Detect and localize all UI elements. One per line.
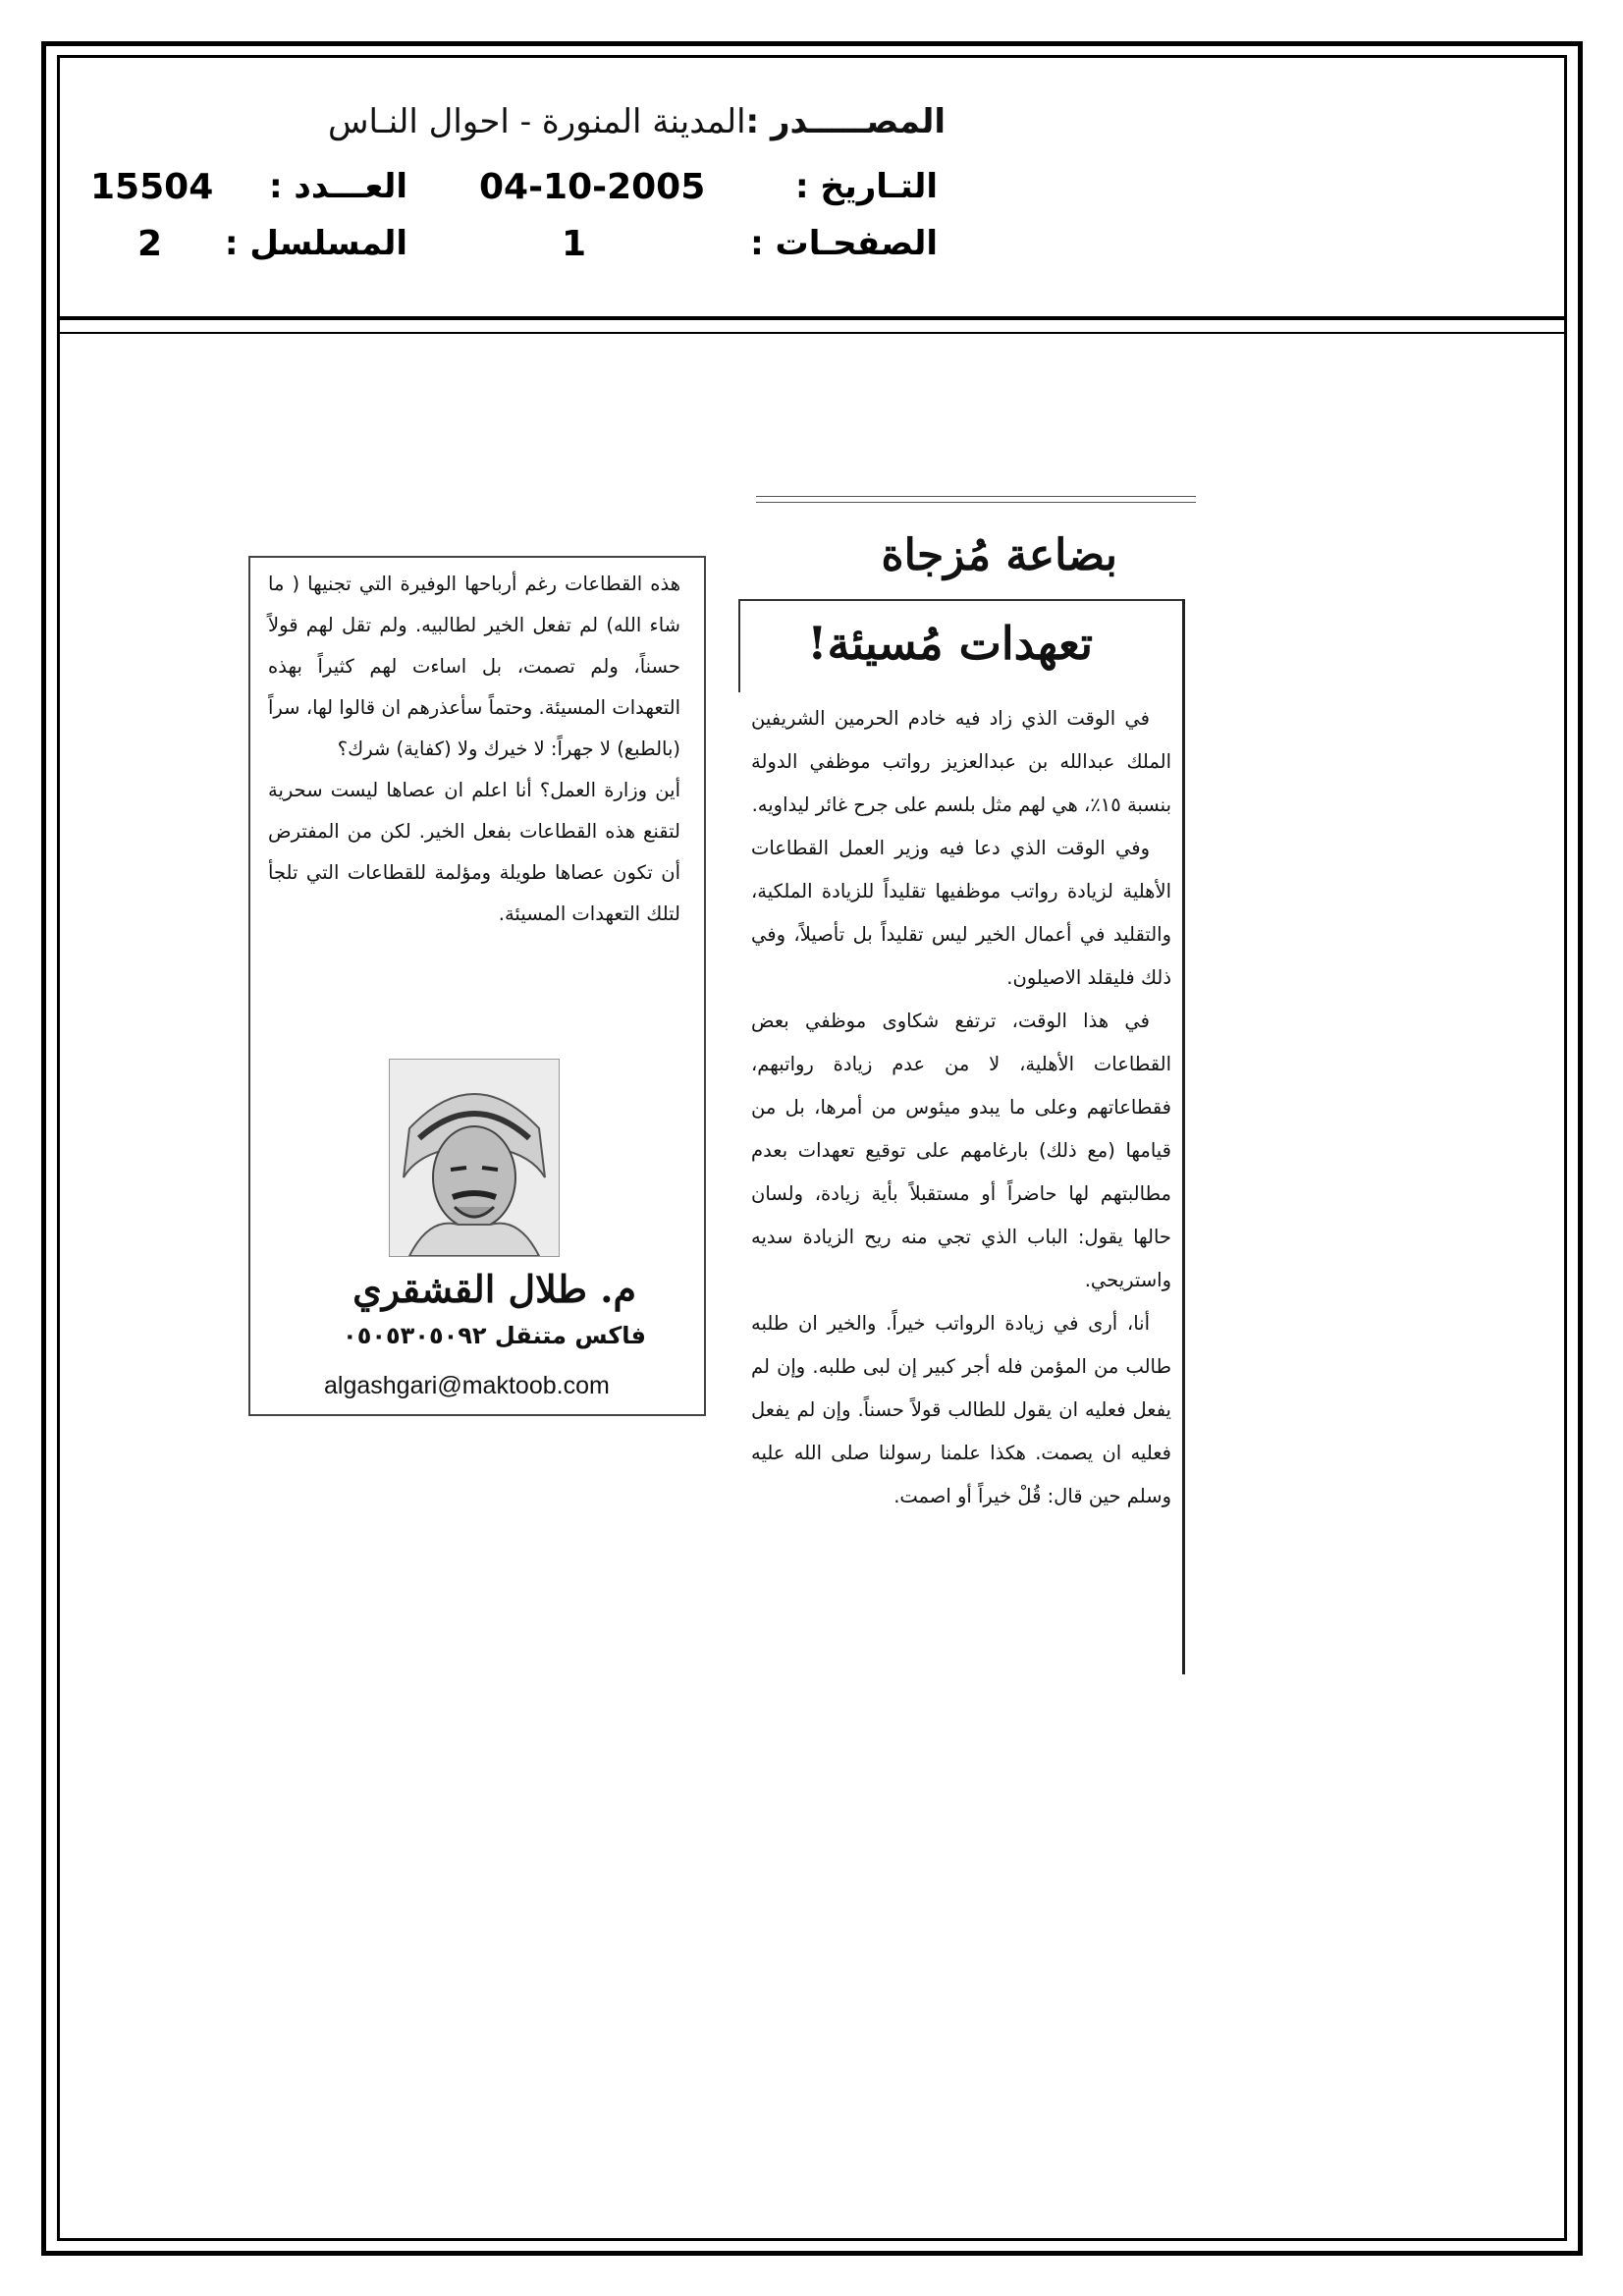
column-side-rule	[1182, 599, 1185, 1674]
date-label: التـاريخ :	[795, 167, 938, 206]
article-paragraph: في الوقت الذي زاد فيه خادم الحرمين الشريفين الملك عبدالله بن عبدالعزيز رواتب موظفي الدولة بنسبة ١٥٪، هي لهم مثل بلسم على جرح غائر ليداويه.	[751, 707, 1171, 816]
header-divider-thin	[57, 332, 1567, 334]
serial-value: 2	[137, 224, 163, 264]
date-value: 04-10-2005	[479, 167, 706, 207]
serial-label: المسلسل :	[224, 224, 407, 263]
issue-label: العـــدد :	[269, 167, 407, 206]
author-fax: فاكس متنقل ٠٥٠٥٣٠٥٠٩٢	[343, 1322, 646, 1349]
author-photo	[389, 1059, 560, 1257]
column-top-rule	[756, 496, 1196, 503]
author-name: م. طلال القشقري	[352, 1267, 636, 1311]
author-email[interactable]: algashgari@maktoob.com	[324, 1372, 610, 1399]
pages-label: الصفحـات :	[750, 224, 938, 263]
author-portrait-icon	[390, 1060, 559, 1256]
title-box-rule	[738, 599, 1182, 601]
source-value: المدينة المنورة - احوال النـاس	[327, 102, 746, 141]
article-body	[751, 697, 1171, 1518]
article-paragraph: وفي الوقت الذي دعا فيه وزير العمل القطاعات الأهلية لزيادة رواتب موظفيها تقليداً للزيادة الملكية، والتقليد في أعمال الخير ليس تقليداً بل تأصيلاً، وفي ذلك فليقلد الاصيلون.	[751, 837, 1171, 989]
issue-value: 15504	[90, 167, 214, 207]
pages-value: 1	[562, 224, 587, 264]
header-divider	[57, 316, 1567, 320]
continuation-text	[268, 564, 680, 935]
continuation-paragraph: أين وزارة العمل؟ أنا اعلم ان عصاها ليست سحرية لتقنع هذه القطاعات بفعل الخير. لكن من المفترض أن تكون عصاها طويلة ومؤلمة للقطاعات التي تلجأ لتلك التعهدات المسيئة.	[268, 779, 680, 925]
article-title: تعهدات مُسيئة!	[807, 617, 1093, 670]
article-paragraph: أنا، أرى في زيادة الرواتب خيراً. والخير ان طلبه طالب من المؤمن فله أجر كبير إن لبى طلبه. وإن لم يفعل فعليه ان يقول للطالب قولاً حسناً. وإن لم يفعل فعليه ان يصمت. هكذا علمنا رسولنا صلى الله عليه وسلم حين قال: قُلْ خيراً أو اصمت.	[751, 1312, 1171, 1507]
title-box-side	[738, 599, 740, 692]
source-label: المصـــــدر :	[745, 102, 946, 141]
article-paragraph: في هذا الوقت، ترتفع شكاوى موظفي بعض القطاعات الأهلية، لا من عدم زيادة رواتبهم، فقطاعاتهم وعلى ما يبدو ميئوس من أمرها، بل من قيامها (مع ذلك) بارغامهم على توقيع تعهدات بعدم مطالبتهم لها حاضراً أو مستقبلاً بأية زيادة، ولسان حالها يقول: الباب الذي تجي منه ريح الزيادة سديه واستريحي.	[751, 1010, 1171, 1291]
column-section-title: بضاعة مُزجاة	[881, 530, 1117, 580]
continuation-paragraph: هذه القطاعات رغم أرباحها الوفيرة التي تجنيها ( ما شاء الله) لم تفعل الخير لطالبيه. ولم تقل لهم قولاً حسناً، ولم تصمت، بل اساءت لهم كثيراً بهذه التعهدات المسيئة. وحتماً سأعذرهم ان قالوا لها، سراً (بالطبع) لا جهراً: لا خيرك ولا (كفاية) شرك؟	[268, 573, 680, 760]
source-row	[328, 102, 946, 141]
